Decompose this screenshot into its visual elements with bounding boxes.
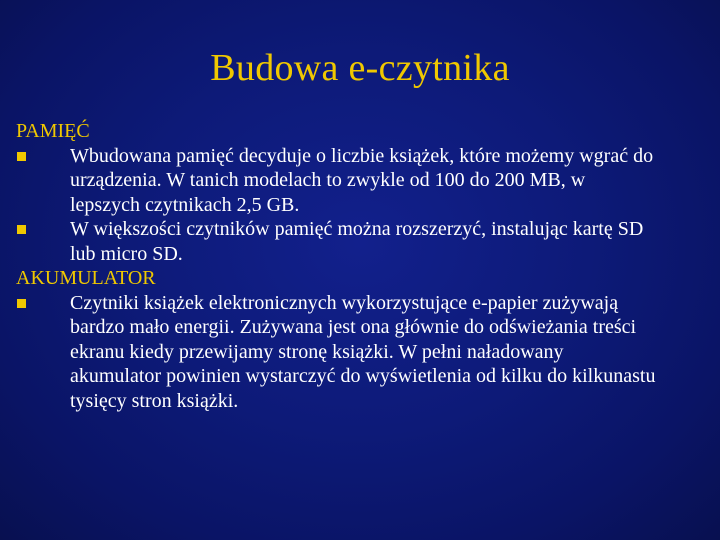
- section-heading-pamiec: PAMIĘĆ: [16, 120, 90, 142]
- square-bullet-icon: [17, 152, 26, 161]
- slide-title: Budowa e-czytnika: [210, 47, 510, 89]
- square-bullet-icon: [17, 225, 26, 234]
- list-item-text: Czytniki książek elektronicznych wykorzystujące e-papier zużywają bardzo mało energii. Zużywana jest ona głównie do odświeżania treści ekranu kiedy przewijamy stronę książki. W pełni naładowany akumulator powinien wystarczyć do wyświetlenia od kilku do kilkunastu tysięcy stron książki.: [70, 291, 656, 412]
- section-heading-akumulator: AKUMULATOR: [16, 267, 156, 289]
- list-item: [16, 144, 656, 218]
- list-item: [16, 291, 656, 414]
- square-bullet-icon: [17, 299, 26, 308]
- list-item: [16, 217, 656, 266]
- list-item-text: W większości czytników pamięć można rozszerzyć, instalując kartę SD lub micro SD.: [70, 218, 644, 265]
- slide-content: [16, 119, 656, 413]
- list-item-text: Wbudowana pamięć decyduje o liczbie książek, które możemy wgrać do urządzenia. W tanich modelach to zwykle od 100 do 200 MB, w lepszych czytnikach 2,5 GB.: [70, 144, 654, 216]
